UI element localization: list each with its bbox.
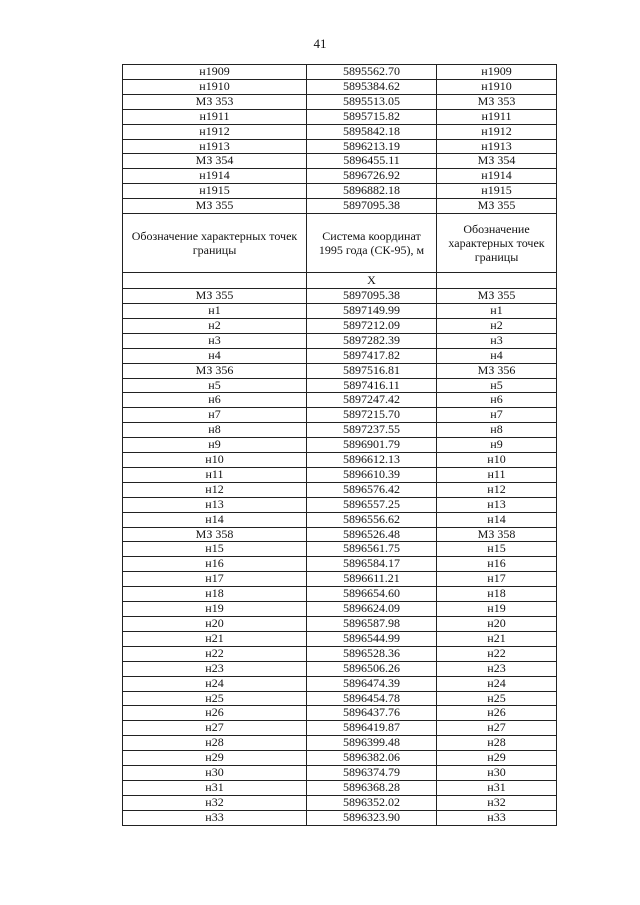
- point-name-cell: н33: [123, 810, 307, 825]
- point-name-cell: н9: [437, 438, 557, 453]
- point-name-cell: МЗ 356: [123, 363, 307, 378]
- point-name-cell: н32: [437, 795, 557, 810]
- x-coordinate-cell: 5897282.39: [307, 333, 437, 348]
- table-row: [123, 65, 557, 80]
- table-header-section: [123, 214, 557, 289]
- point-name-cell: МЗ 355: [123, 289, 307, 304]
- point-name-cell: н1915: [437, 184, 557, 199]
- table-row: [123, 557, 557, 572]
- point-name-cell: н20: [437, 617, 557, 632]
- point-name-cell: н8: [437, 423, 557, 438]
- point-name-cell: н10: [437, 453, 557, 468]
- header-point-designation: Обозначение характерных точек границы: [123, 214, 307, 273]
- table-row: [123, 94, 557, 109]
- x-coordinate-cell: 5896323.90: [307, 810, 437, 825]
- point-name-cell: МЗ 355: [437, 289, 557, 304]
- point-name-cell: н3: [437, 333, 557, 348]
- point-name-cell: н3: [123, 333, 307, 348]
- table-row: [123, 378, 557, 393]
- x-coordinate-cell: 5896213.19: [307, 139, 437, 154]
- table-row: [123, 139, 557, 154]
- x-coordinate-cell: 5897215.70: [307, 408, 437, 423]
- table-row: [123, 810, 557, 825]
- table-row: [123, 512, 557, 527]
- x-coordinate-cell: 5896557.25: [307, 497, 437, 512]
- x-coordinate-cell: 5896561.75: [307, 542, 437, 557]
- point-name-cell: н16: [437, 557, 557, 572]
- point-name-cell: н26: [437, 706, 557, 721]
- x-coordinate-cell: 5896528.36: [307, 646, 437, 661]
- point-name-cell: н32: [123, 795, 307, 810]
- point-name-cell: н5: [123, 378, 307, 393]
- point-name-cell: МЗ 356: [437, 363, 557, 378]
- point-name-cell: н27: [437, 721, 557, 736]
- point-name-cell: н5: [437, 378, 557, 393]
- point-name-cell: н10: [123, 453, 307, 468]
- point-name-cell: н15: [437, 542, 557, 557]
- point-name-cell: н1914: [437, 169, 557, 184]
- table-row: [123, 199, 557, 214]
- point-name-cell: н31: [123, 780, 307, 795]
- table-row: [123, 184, 557, 199]
- x-coordinate-cell: 5896611.21: [307, 572, 437, 587]
- table-row: [123, 780, 557, 795]
- point-name-cell: н21: [123, 631, 307, 646]
- table-row: [123, 318, 557, 333]
- x-coordinate-cell: 5896455.11: [307, 154, 437, 169]
- point-name-cell: н33: [437, 810, 557, 825]
- point-name-cell: МЗ 354: [123, 154, 307, 169]
- table-top-section: [123, 65, 557, 214]
- point-name-cell: н29: [123, 751, 307, 766]
- x-coordinate-cell: 5897095.38: [307, 289, 437, 304]
- x-coordinate-cell: 5896584.17: [307, 557, 437, 572]
- point-name-cell: МЗ 355: [437, 199, 557, 214]
- x-coordinate-cell: 5895384.62: [307, 79, 437, 94]
- x-coordinate-cell: 5896624.09: [307, 602, 437, 617]
- table-row: [123, 109, 557, 124]
- table-row: [123, 542, 557, 557]
- table-row: [123, 393, 557, 408]
- table-row: [123, 676, 557, 691]
- point-name-cell: н24: [437, 676, 557, 691]
- table-row: [123, 423, 557, 438]
- table-main-section: [123, 289, 557, 826]
- point-name-cell: н1915: [123, 184, 307, 199]
- point-name-cell: н6: [123, 393, 307, 408]
- point-name-cell: н31: [437, 780, 557, 795]
- x-coordinate-cell: 5897416.11: [307, 378, 437, 393]
- x-coordinate-cell: 5896368.28: [307, 780, 437, 795]
- point-name-cell: н16: [123, 557, 307, 572]
- point-name-cell: н12: [437, 482, 557, 497]
- point-name-cell: н18: [437, 587, 557, 602]
- point-name-cell: н1: [437, 303, 557, 318]
- table-row: [123, 79, 557, 94]
- table-row: [123, 467, 557, 482]
- point-name-cell: н1911: [437, 109, 557, 124]
- point-name-cell: н7: [123, 408, 307, 423]
- point-name-cell: н14: [123, 512, 307, 527]
- table-row: [123, 646, 557, 661]
- x-coordinate-cell: 5896726.92: [307, 169, 437, 184]
- point-name-cell: н17: [437, 572, 557, 587]
- header-coordinate-system: Система координат 1995 года (СК-95), м: [307, 214, 437, 273]
- table-row: [123, 497, 557, 512]
- point-name-cell: н26: [123, 706, 307, 721]
- x-coordinate-cell: 5897237.55: [307, 423, 437, 438]
- point-name-cell: н23: [437, 661, 557, 676]
- page-number: 41: [313, 36, 327, 51]
- point-name-cell: н27: [123, 721, 307, 736]
- x-coordinate-cell: 5896454.78: [307, 691, 437, 706]
- point-name-cell: н22: [123, 646, 307, 661]
- point-name-cell: МЗ 353: [123, 94, 307, 109]
- point-name-cell: н1912: [123, 124, 307, 139]
- point-name-cell: МЗ 358: [123, 527, 307, 542]
- table-row: [123, 527, 557, 542]
- point-name-cell: н1909: [123, 65, 307, 80]
- point-name-cell: н6: [437, 393, 557, 408]
- point-name-cell: н1910: [437, 79, 557, 94]
- point-name-cell: н1913: [123, 139, 307, 154]
- x-coordinate-cell: 5895562.70: [307, 65, 437, 80]
- point-name-cell: н1912: [437, 124, 557, 139]
- table-row: [123, 691, 557, 706]
- x-coordinate-cell: 5896506.26: [307, 661, 437, 676]
- x-coordinate-cell: 5896882.18: [307, 184, 437, 199]
- point-name-cell: н1913: [437, 139, 557, 154]
- x-coordinate-cell: 5895715.82: [307, 109, 437, 124]
- table-row: [123, 348, 557, 363]
- table-row: [123, 408, 557, 423]
- table-row: [123, 661, 557, 676]
- table-row: [123, 631, 557, 646]
- point-name-cell: н8: [123, 423, 307, 438]
- point-name-cell: н2: [123, 318, 307, 333]
- point-name-cell: МЗ 355: [123, 199, 307, 214]
- x-coordinate-cell: 5897095.38: [307, 199, 437, 214]
- point-name-cell: МЗ 353: [437, 94, 557, 109]
- table-row: [123, 736, 557, 751]
- x-coordinate-cell: 5896587.98: [307, 617, 437, 632]
- x-coordinate-cell: 5896576.42: [307, 482, 437, 497]
- table-row: [123, 795, 557, 810]
- point-name-cell: н1909: [437, 65, 557, 80]
- x-coordinate-cell: 5897247.42: [307, 393, 437, 408]
- point-name-cell: н1: [123, 303, 307, 318]
- table-row: [123, 289, 557, 304]
- point-name-cell: н4: [123, 348, 307, 363]
- x-coordinate-cell: 5896610.39: [307, 467, 437, 482]
- header-sub-empty-right: [437, 273, 557, 289]
- x-coordinate-cell: 5896374.79: [307, 766, 437, 781]
- x-coordinate-cell: 5896382.06: [307, 751, 437, 766]
- x-coordinate-cell: 5897516.81: [307, 363, 437, 378]
- x-coordinate-cell: 5895842.18: [307, 124, 437, 139]
- x-coordinate-cell: 5896556.62: [307, 512, 437, 527]
- point-name-cell: н21: [437, 631, 557, 646]
- table-row: [123, 587, 557, 602]
- point-name-cell: н9: [123, 438, 307, 453]
- x-coordinate-cell: 5896352.02: [307, 795, 437, 810]
- point-name-cell: н11: [437, 467, 557, 482]
- point-name-cell: МЗ 358: [437, 527, 557, 542]
- table-row: [123, 124, 557, 139]
- point-name-cell: н25: [123, 691, 307, 706]
- point-name-cell: н15: [123, 542, 307, 557]
- table-row: [123, 602, 557, 617]
- x-coordinate-cell: 5896474.39: [307, 676, 437, 691]
- x-coordinate-cell: 5896419.87: [307, 721, 437, 736]
- x-coordinate-cell: 5896901.79: [307, 438, 437, 453]
- x-coordinate-cell: 5896544.99: [307, 631, 437, 646]
- x-coordinate-cell: 5896612.13: [307, 453, 437, 468]
- point-name-cell: н2: [437, 318, 557, 333]
- point-name-cell: н19: [123, 602, 307, 617]
- table-row: [123, 721, 557, 736]
- point-name-cell: н23: [123, 661, 307, 676]
- header-subrow: [123, 273, 557, 289]
- table-row: [123, 766, 557, 781]
- table-row: [123, 333, 557, 348]
- table-row: [123, 154, 557, 169]
- x-coordinate-cell: 5897417.82: [307, 348, 437, 363]
- x-coordinate-cell: 5897212.09: [307, 318, 437, 333]
- point-name-cell: н28: [123, 736, 307, 751]
- table-row: [123, 363, 557, 378]
- point-name-cell: н1910: [123, 79, 307, 94]
- table-row: [123, 303, 557, 318]
- table-row: [123, 617, 557, 632]
- point-name-cell: н19: [437, 602, 557, 617]
- point-name-cell: н17: [123, 572, 307, 587]
- header-x-label: X: [307, 273, 437, 289]
- table-row: [123, 453, 557, 468]
- point-name-cell: н1911: [123, 109, 307, 124]
- table-row: [123, 751, 557, 766]
- point-name-cell: н28: [437, 736, 557, 751]
- point-name-cell: н24: [123, 676, 307, 691]
- x-coordinate-cell: 5896654.60: [307, 587, 437, 602]
- x-coordinate-cell: 5897149.99: [307, 303, 437, 318]
- point-name-cell: н29: [437, 751, 557, 766]
- point-name-cell: н12: [123, 482, 307, 497]
- point-name-cell: н7: [437, 408, 557, 423]
- point-name-cell: н4: [437, 348, 557, 363]
- point-name-cell: н11: [123, 467, 307, 482]
- point-name-cell: н25: [437, 691, 557, 706]
- header-point-designation-right: Обозначение характерных точек границы: [437, 214, 557, 273]
- x-coordinate-cell: 5896526.48: [307, 527, 437, 542]
- table-row: [123, 572, 557, 587]
- point-name-cell: н1914: [123, 169, 307, 184]
- coordinates-table: [122, 64, 557, 826]
- table-row: [123, 169, 557, 184]
- x-coordinate-cell: 5895513.05: [307, 94, 437, 109]
- header-sub-empty-left: [123, 273, 307, 289]
- x-coordinate-cell: 5896399.48: [307, 736, 437, 751]
- point-name-cell: н30: [437, 766, 557, 781]
- point-name-cell: н20: [123, 617, 307, 632]
- point-name-cell: н18: [123, 587, 307, 602]
- table-row: [123, 438, 557, 453]
- table-row: [123, 706, 557, 721]
- point-name-cell: н14: [437, 512, 557, 527]
- x-coordinate-cell: 5896437.76: [307, 706, 437, 721]
- point-name-cell: н30: [123, 766, 307, 781]
- point-name-cell: МЗ 354: [437, 154, 557, 169]
- header-row: [123, 214, 557, 273]
- table-row: [123, 482, 557, 497]
- point-name-cell: н13: [123, 497, 307, 512]
- point-name-cell: н22: [437, 646, 557, 661]
- point-name-cell: н13: [437, 497, 557, 512]
